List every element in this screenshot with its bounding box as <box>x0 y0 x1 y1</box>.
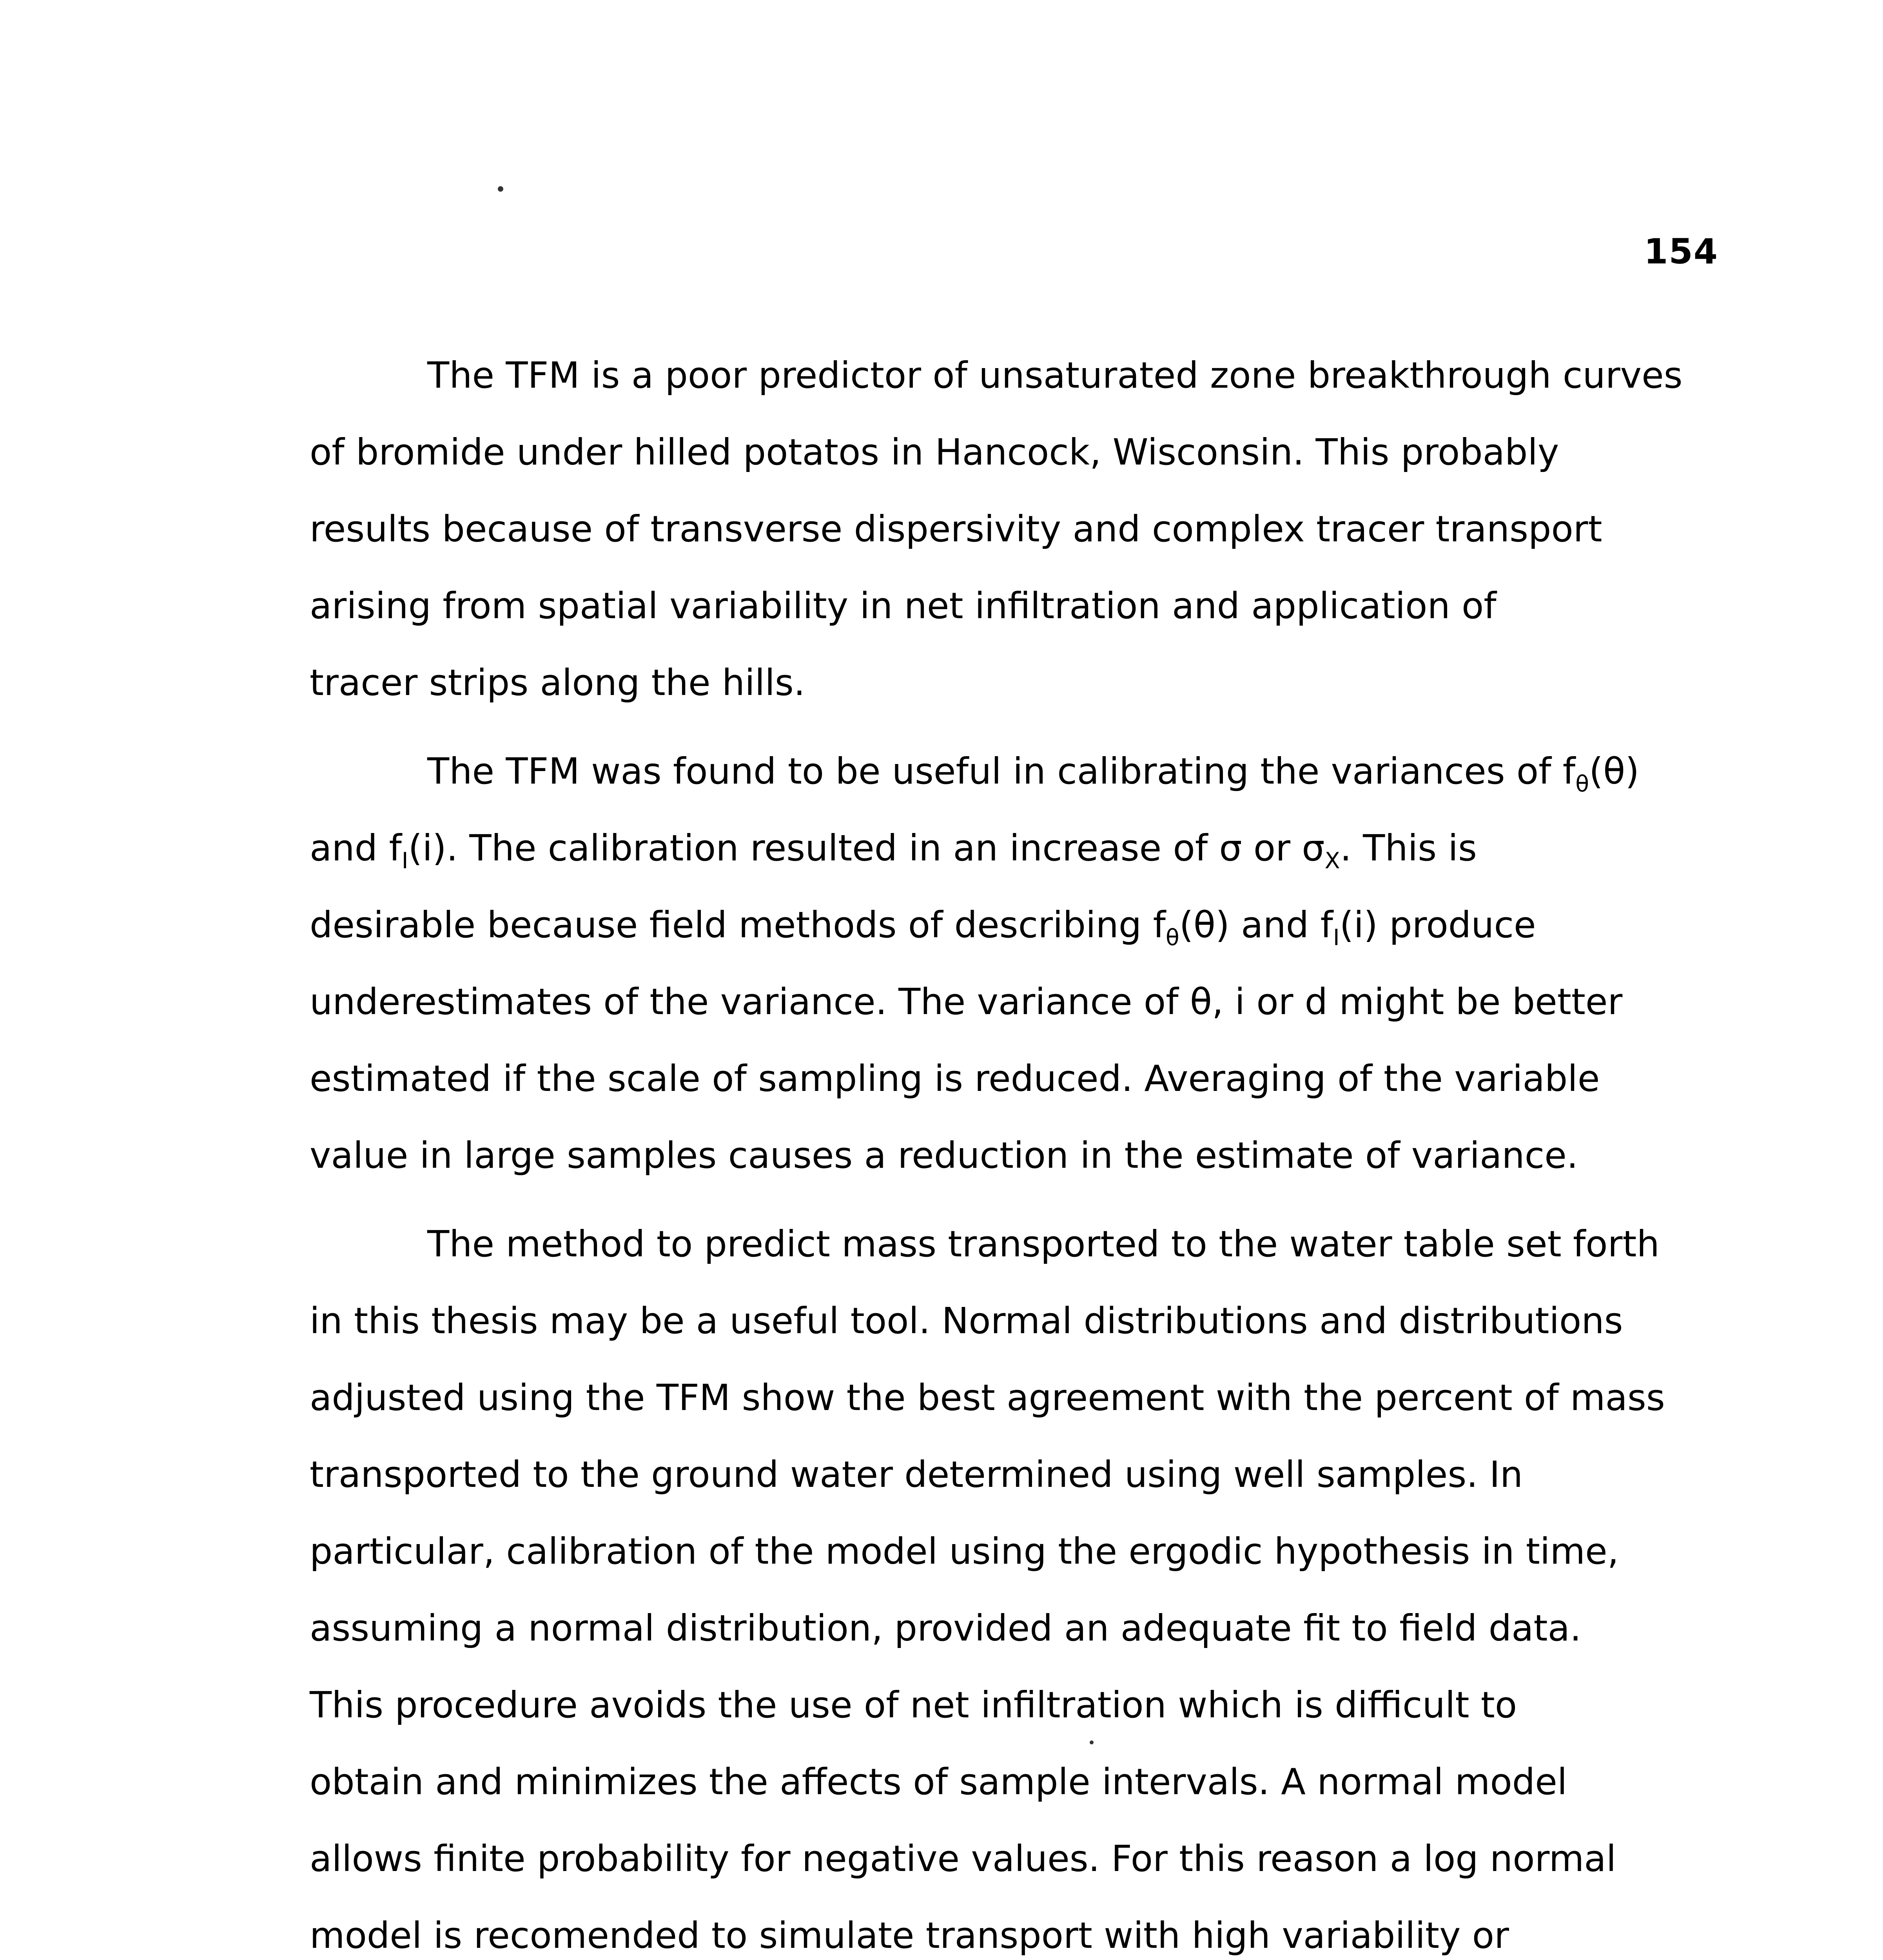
text-line: estimated if the scale of sampling is reduced. Averaging of the variable <box>310 1058 1600 1100</box>
paragraph-1 <box>310 337 1729 721</box>
text-line: adjusted using the TFM show the best agreement with the percent of mass <box>310 1377 1665 1419</box>
text-line: assuming a normal distribution, provided an adequate fit to field data. <box>310 1607 1582 1649</box>
text-line: The TFM was found to be useful in calibrating the variances of $f_\theta(\theta)$ <box>427 750 1640 797</box>
text-line: The method to predict mass transported to the water table set forth <box>427 1223 1660 1265</box>
page-number: 154 <box>1644 231 1718 272</box>
text-line: particular, calibration of the model using the ergodic hypothesis in time, <box>310 1530 1619 1572</box>
paragraph-3 <box>310 1206 1729 1960</box>
text-line: and $f_I(i)$. The calibration resulted in an increase of σ or $\sigma_X$. This is <box>310 827 1477 874</box>
text-line: value in large samples causes a reduction in the estimate of variance. <box>310 1134 1578 1176</box>
text-line: tracer strips along the hills. <box>310 662 805 704</box>
text-line: in this thesis may be a useful tool. Normal distributions and distributions <box>310 1300 1623 1342</box>
text-line: allows finite probability for negative values. For this reason a log normal <box>310 1838 1616 1880</box>
text-line: underestimates of the variance. The variance of θ, i or d might be better <box>310 981 1623 1023</box>
text-line: transported to the ground water determined using well samples. In <box>310 1454 1523 1495</box>
text-line: arising from spatial variability in net infiltration and application of <box>310 585 1497 627</box>
body-text <box>310 337 1729 1960</box>
scan-speck <box>498 186 503 192</box>
text-line: The TFM is a poor predictor of unsaturated zone breakthrough curves <box>427 354 1683 396</box>
text-line: obtain and minimizes the affects of sample intervals. A normal model <box>310 1761 1567 1803</box>
text-line: of bromide under hilled potatos in Hancock, Wisconsin. This probably <box>310 431 1559 473</box>
text-line: This procedure avoids the use of net infiltration which is difficult to <box>310 1684 1517 1726</box>
text-line: desirable because field methods of describing $f_\theta(\theta)$ and $f_I(i)$ produce <box>310 904 1536 951</box>
text-line: results because of transverse dispersivity and complex tracer transport <box>310 508 1602 550</box>
text-line: model is recomended to simulate transport with high variability or <box>310 1915 1509 1956</box>
paragraph-2 <box>310 733 1729 1194</box>
